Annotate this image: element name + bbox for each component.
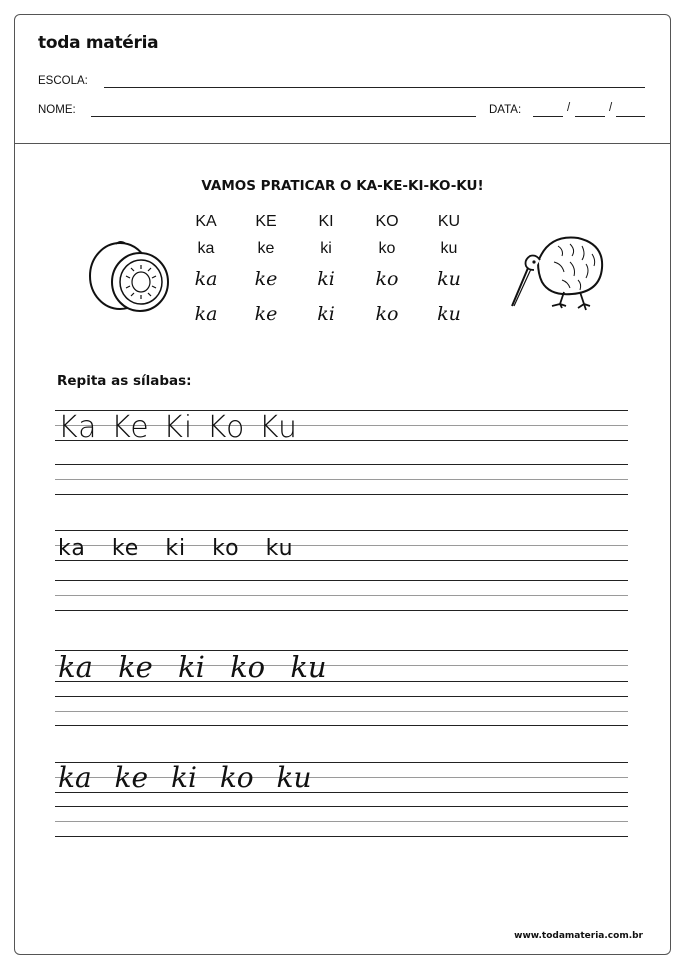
syllable-cursive-lower: ke bbox=[254, 303, 278, 325]
syllable-cursive-upper: ke bbox=[254, 268, 278, 290]
syllable-lower: ka bbox=[197, 240, 215, 257]
writing-line[interactable] bbox=[55, 595, 628, 596]
writing-line[interactable] bbox=[55, 711, 628, 712]
syllable-lower: ku bbox=[440, 240, 458, 257]
exercise-title: VAMOS PRATICAR O KA-KE-KI-KO-KU! bbox=[201, 178, 484, 194]
writing-line[interactable] bbox=[55, 806, 628, 807]
practice-label: Repita as sílabas: bbox=[57, 373, 192, 389]
syllable-lower: ko bbox=[378, 240, 396, 257]
writing-line[interactable] bbox=[55, 580, 628, 581]
writing-line bbox=[55, 530, 628, 531]
syllable-cursive-upper: ko bbox=[375, 268, 399, 290]
header-divider bbox=[14, 143, 671, 144]
footer-url: www.todamateria.com.br bbox=[514, 931, 643, 941]
model-line-4: ka ke ki ko ku bbox=[58, 761, 312, 794]
syllable-upper: KA bbox=[195, 213, 217, 230]
writing-line[interactable] bbox=[55, 479, 628, 480]
writing-line[interactable] bbox=[55, 610, 628, 611]
syllable-cursive-lower: ko bbox=[375, 303, 399, 325]
date-year-field[interactable] bbox=[616, 116, 645, 117]
worksheet-frame bbox=[14, 14, 671, 955]
writing-line[interactable] bbox=[55, 821, 628, 822]
writing-line[interactable] bbox=[55, 696, 628, 697]
writing-line[interactable] bbox=[55, 836, 628, 837]
writing-line[interactable] bbox=[55, 725, 628, 726]
date-label: DATA: bbox=[489, 104, 522, 116]
writing-line[interactable] bbox=[55, 494, 628, 495]
syllable-upper: KE bbox=[255, 213, 277, 230]
kiwi-bird-icon bbox=[508, 232, 608, 314]
syllable-lower: ki bbox=[320, 240, 332, 257]
syllable-upper: KU bbox=[437, 213, 461, 230]
syllable-cursive-lower: ki bbox=[317, 303, 335, 325]
school-field[interactable] bbox=[104, 87, 645, 88]
name-label: NOME: bbox=[38, 104, 76, 116]
syllable-cursive-lower: ka bbox=[194, 303, 218, 325]
syllable-lower: ke bbox=[257, 240, 275, 257]
syllable-upper: KO bbox=[375, 213, 399, 230]
model-line-2: ka ke ki ko ku bbox=[58, 536, 294, 561]
date-separator: / bbox=[609, 102, 613, 114]
date-day-field[interactable] bbox=[533, 116, 563, 117]
syllable-upper: KI bbox=[318, 213, 334, 230]
brand-logo: toda matéria bbox=[38, 33, 159, 53]
syllable-cursive-upper: ki bbox=[317, 268, 335, 290]
syllable-cursive-upper: ku bbox=[437, 268, 461, 290]
date-separator: / bbox=[567, 102, 571, 114]
kiwi-fruit-icon bbox=[86, 238, 172, 318]
syllable-cursive-upper: ka bbox=[194, 268, 218, 290]
model-line-3: ka ke ki ko ku bbox=[58, 650, 327, 684]
model-line-1: Ka Ke Ki Ko Ku bbox=[58, 410, 299, 445]
name-field[interactable] bbox=[91, 116, 476, 117]
date-month-field[interactable] bbox=[575, 116, 605, 117]
school-label: ESCOLA: bbox=[38, 75, 88, 87]
writing-line[interactable] bbox=[55, 464, 628, 465]
syllable-cursive-lower: ku bbox=[437, 303, 461, 325]
